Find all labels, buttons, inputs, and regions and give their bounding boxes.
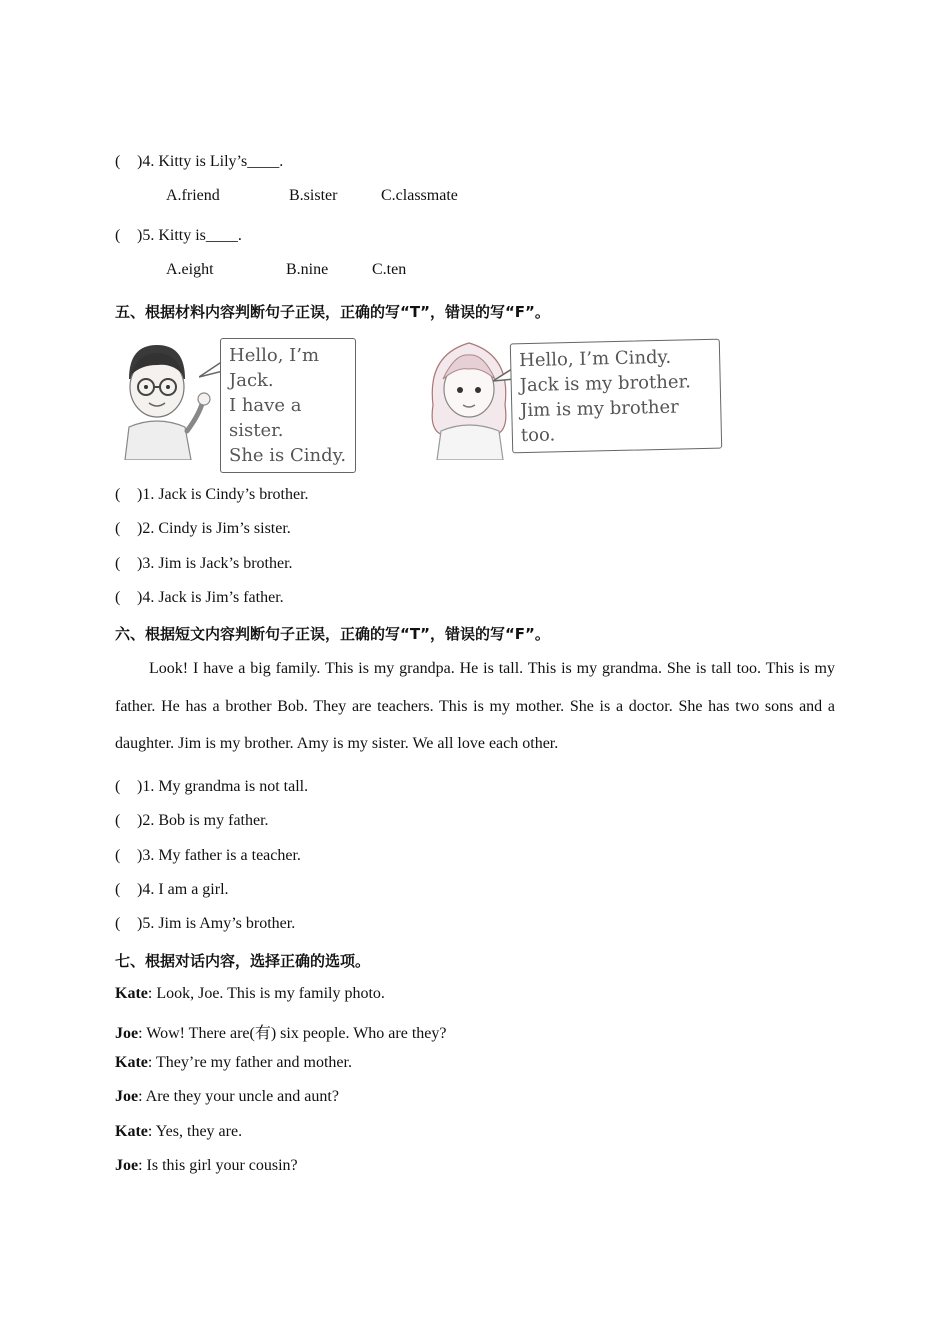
dialogue-line <box>115 985 385 1003</box>
dialogue-line <box>115 1123 242 1141</box>
jack-speech-bubble <box>220 338 356 473</box>
answer-bracket[interactable]: ( <box>115 153 121 170</box>
speaker-name: Kate <box>115 985 148 1002</box>
cindy-illustration <box>425 335 725 460</box>
bubble-line: She is Cindy. <box>229 445 347 466</box>
dialogue-line <box>115 1054 352 1072</box>
option-c[interactable]: C.ten <box>372 261 407 278</box>
dialogue-text: : Is this girl your cousin? <box>138 1157 298 1174</box>
question-text: )1. Jack is Cindy’s brother. <box>137 486 309 503</box>
option-a[interactable]: A.friend <box>166 187 220 204</box>
reading-passage: Look! I have a big family. This is my grandpa. He is tall. This is my grandma. She is tall too. This is my father. He has a brother Bob. They are teachers. This is my mother. She is a doctor. She has two sons and a daughter. Jim is my brother. Amy is my sister. We all love each other. <box>115 660 835 752</box>
speaker-name: Joe <box>115 1157 139 1174</box>
speaker-name: Kate <box>115 1123 148 1140</box>
dialogue-text: : Are they your uncle and aunt? <box>138 1088 339 1105</box>
section7-heading: 七、根据对话内容，选择正确的选项。 <box>115 952 371 970</box>
answer-bracket[interactable]: ( <box>115 227 121 244</box>
question-s5-4 <box>115 589 284 607</box>
answer-bracket[interactable]: ( <box>115 881 121 898</box>
answer-bracket[interactable]: ( <box>115 847 121 864</box>
question-text: )4. I am a girl. <box>137 881 229 898</box>
option-b[interactable]: B.nine <box>286 261 329 278</box>
dialogue-text: : Wow! There are(有) six people. Who are they? <box>138 1025 447 1042</box>
option-c[interactable]: C.classmate <box>381 187 458 204</box>
answer-bracket[interactable]: ( <box>115 555 121 572</box>
question-text: )3. Jim is Jack’s brother. <box>137 555 293 572</box>
question-text: )4. Kitty is Lily’s____. <box>137 153 284 170</box>
section6-heading: 六、根据短文内容判断句子正误，正确的写“T”，错误的写“F”。 <box>115 625 550 643</box>
bubble-line: Hello, I’m Jack. <box>229 345 320 391</box>
dialogue-line <box>115 1020 447 1043</box>
section5-heading: 五、根据材料内容判断句子正误，正确的写“T”，错误的写“F”。 <box>115 303 550 321</box>
answer-bracket[interactable]: ( <box>115 915 121 932</box>
answer-bracket[interactable]: ( <box>115 812 121 829</box>
question-s5-1 <box>115 486 309 504</box>
dialogue-text: : Look, Joe. This is my family photo. <box>147 985 385 1002</box>
question-text: )5. Kitty is____. <box>137 227 242 244</box>
jack-illustration <box>115 335 365 466</box>
dialogue-text: : They’re my father and mother. <box>147 1054 352 1071</box>
question-text: )1. My grandma is not tall. <box>137 778 309 795</box>
question-s4-5 <box>115 227 242 245</box>
answer-bracket[interactable]: ( <box>115 589 121 606</box>
question-text: )3. My father is a teacher. <box>137 847 301 864</box>
girl-icon <box>425 335 520 460</box>
dialogue-line <box>115 1088 339 1106</box>
answer-bracket[interactable]: ( <box>115 778 121 795</box>
option-a[interactable]: A.eight <box>166 261 214 278</box>
answer-bracket[interactable]: ( <box>115 486 121 503</box>
question-s4-4 <box>115 153 283 171</box>
bubble-line: Jack is my brother. <box>519 371 692 397</box>
question-text: )2. Cindy is Jim’s sister. <box>137 520 291 537</box>
boy-icon <box>115 335 225 460</box>
bubble-line: I have a sister. <box>229 395 302 441</box>
question-text: )4. Jack is Jim’s father. <box>137 589 284 606</box>
question-s6-4 <box>115 881 229 899</box>
question-s6-3 <box>115 847 301 865</box>
bubble-line: Hello, I’m Cindy. <box>518 346 672 372</box>
question-s5-2 <box>115 520 291 538</box>
option-b[interactable]: B.sister <box>289 187 338 204</box>
dialogue-text: : Yes, they are. <box>147 1123 243 1140</box>
dialogue-line <box>115 1157 298 1175</box>
answer-bracket[interactable]: ( <box>115 520 121 537</box>
question-s6-5 <box>115 915 295 933</box>
speaker-name: Joe <box>115 1088 139 1105</box>
question-text: )2. Bob is my father. <box>137 812 269 829</box>
bubble-line: Jim is my brother too. <box>520 396 679 447</box>
speaker-name: Kate <box>115 1054 148 1071</box>
question-s6-1 <box>115 778 308 796</box>
question-text: )5. Jim is Amy’s brother. <box>137 915 296 932</box>
speaker-name: Joe <box>115 1025 139 1042</box>
cindy-speech-bubble <box>510 339 722 454</box>
question-s6-2 <box>115 812 269 830</box>
question-s5-3 <box>115 555 293 573</box>
